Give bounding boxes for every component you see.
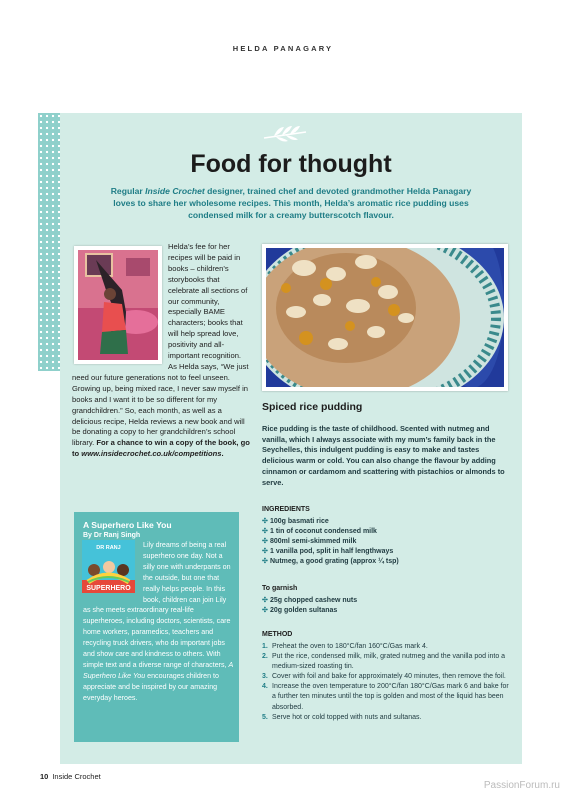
list-item: ✣ 1 vanilla pod, split in half lengthways (262, 548, 394, 555)
book-cover-image (82, 540, 135, 593)
book-review-body: Lily dreams of being a real superhero one day. Not a silly one with underpants on the outside, but one that really helps people. In this book, children can join Lily as she meets extraordinary real-life superheroes, including doctors, scientists, care home workers, paramedics, teachers and recycling truck drivers, who do important jobs and show care and kindness to others. With simple text and a diverse range of characters, A Superhero Like You encourages children to appreciate and be inspired by our amazing everyday heroes. (83, 541, 233, 702)
method-step: 1. Preheat the oven to 180°C/fan 160°C/Gas mark 4. (262, 643, 428, 650)
rice-pudding-photo (262, 244, 508, 391)
method-step: 3. Cover with foil and bake for approximately 40 minutes, then remove the foil. (262, 673, 506, 681)
list-item: ✣ Nutmeg, a good grating (approx ¼ tsp) (262, 558, 399, 565)
recipe-title: Spiced rice pudding (262, 401, 363, 413)
section-author-header: HELDA PANAGARY (232, 44, 334, 53)
garnish-heading: To garnish (262, 585, 298, 592)
method-step: 4. Increase the oven temperature to 200°C/fan 180°C/Gas mark 6 and bake for a further ten minutes until the top is golden and most of the liquid has been absorbed. (262, 683, 509, 711)
method-heading: METHOD (262, 631, 293, 638)
page-number: 10 (40, 772, 49, 781)
list-item: ✣ 20g golden sultanas (262, 607, 338, 614)
rice-pudding-image (266, 248, 504, 387)
ingredients-heading: INGREDIENTS (262, 506, 310, 513)
dotted-decoration (38, 113, 60, 371)
method-step: 5. Serve hot or cold topped with nuts and sultanas. (262, 713, 422, 721)
competition-link[interactable]: www.insidecrochet.co.uk/competitions (81, 449, 222, 459)
book-title: A Superhero Like You (83, 520, 172, 530)
article-intro: Regular Inside Crochet designer, trained chef and devoted grandmother Helda Panagary loves to share her wholesome recipes. This month, Helda’s aromatic rice pudding uses condensed milk for a creamy butterscotch flavour. (110, 186, 472, 220)
page-footer (40, 772, 101, 781)
article-body: Helda’s fee for her recipes will be paid in books – children’s storybooks that celebrate all sections of our community, especially BAME characters; books that will help spread love, positivity and all-important recognition. As Helda says, “We just need our future generations not to feel unseen. Growing up, being mixed race, I never saw myself in books and I want it to be so different for my grandchildren.” So, each month, as well as a delicious recipe, Helda reviews a new book and will be donating a copy to her grandchildren’s school library. For a chance to win a copy of the book, go to www.insidecrochet.co.uk/competitions. (72, 242, 250, 459)
watermark: PassionForum.ru (483, 780, 560, 791)
method-list (262, 642, 510, 723)
recipe-intro: Rice pudding is the taste of childhood. Scented with nutmeg and vanilla, which I always associate with my mum’s family back in the Seychelles, this indulgent pudding is easy to make and tastes delicious warm or cold. You can also change the flavour by adding cinnamon or cardamom and scattering with pistachios or almonds to serve. (262, 424, 505, 487)
leaf-icon (262, 124, 308, 146)
article-title: Food for thought (190, 150, 392, 178)
competition-cta: For a chance to win a copy of the book, go to www.insidecrochet.co.uk/competitions. (72, 438, 250, 459)
book-cover-title: SUPERHERO (86, 585, 131, 592)
book-cover-author: DR RANJ (96, 545, 121, 551)
method-step: 2. Put the rice, condensed milk, milk, grated nutmeg and the vanilla pod into a medium-sized roasting tin. (262, 653, 506, 671)
list-item: ✣ 25g chopped cashew nuts (262, 597, 358, 604)
magazine-name: Inside Crochet (145, 186, 205, 196)
magazine-title: Inside Crochet (52, 772, 101, 781)
book-cover (82, 540, 135, 593)
list-item: ✣ 800ml semi-skimmed milk (262, 538, 357, 545)
list-item: ✣ 100g basmati rice (262, 518, 329, 525)
book-byline: By Dr Ranj Singh (83, 532, 141, 539)
ingredients-list (262, 517, 510, 567)
list-item: ✣ 1 tin of coconut condensed milk (262, 528, 377, 535)
garnish-list (262, 596, 510, 616)
